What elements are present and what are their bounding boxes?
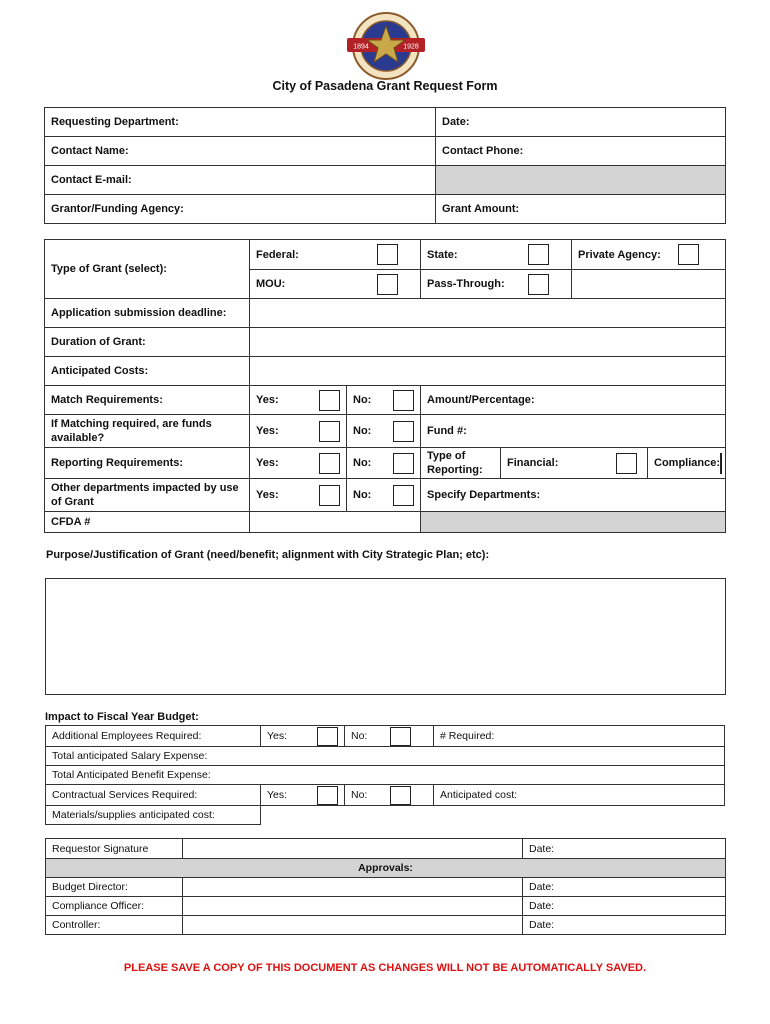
approvals-table: [45, 838, 726, 935]
contractual-no-label: No:: [351, 789, 368, 801]
compliance-officer-date-field[interactable]: [523, 897, 726, 916]
svg-text:1894: 1894: [353, 43, 369, 51]
contractual-yes-checkbox[interactable]: [317, 786, 338, 805]
cfda-label: CFDA #: [45, 512, 250, 533]
controller-field[interactable]: [183, 916, 523, 935]
other-departments-label: Other departments impacted by use of Grant: [45, 479, 250, 512]
requesting-department-field[interactable]: [45, 108, 436, 137]
additional-employees-label: Additional Employees Required:: [46, 726, 261, 747]
benefit-expense-field[interactable]: [46, 766, 725, 785]
purpose-textarea[interactable]: [45, 578, 726, 695]
requestor-signature-label: Requestor Signature: [46, 839, 183, 859]
reporting-no-checkbox[interactable]: [393, 453, 414, 474]
contact-phone-field[interactable]: [436, 137, 726, 166]
fund-field[interactable]: [421, 415, 726, 448]
matching-no-checkbox[interactable]: [393, 421, 414, 442]
anticipated-cost-label: Anticipated cost:: [440, 789, 518, 801]
federal-checkbox[interactable]: [377, 244, 398, 265]
other-no-checkbox[interactable]: [393, 485, 414, 506]
contact-info-table: [44, 107, 726, 224]
match-yes-checkbox[interactable]: [319, 390, 340, 411]
mou-label: MOU:: [256, 278, 286, 290]
pass-through-label: Pass-Through:: [427, 278, 505, 290]
pass-through-checkbox[interactable]: [528, 274, 549, 295]
svg-text:1928: 1928: [403, 43, 419, 51]
cfda-field[interactable]: [250, 512, 421, 533]
date-field[interactable]: [436, 108, 726, 137]
contact-name-label: Contact Name:: [51, 145, 129, 157]
save-warning: PLEASE SAVE A COPY OF THIS DOCUMENT AS CHANGES WILL NOT BE AUTOMATICALLY SAVED.: [123, 962, 647, 974]
matching-yes-checkbox[interactable]: [319, 421, 340, 442]
type-of-grant-label: Type of Grant (select):: [45, 240, 250, 299]
financial-label: Financial:: [507, 457, 559, 469]
contact-phone-label: Contact Phone:: [442, 145, 524, 157]
budget-director-date-label: Date:: [529, 881, 555, 893]
requesting-department-label: Requesting Department:: [51, 116, 179, 128]
compliance-checkbox[interactable]: [720, 453, 722, 474]
compliance-label: Compliance:: [654, 457, 721, 469]
budget-director-label: Budget Director:: [46, 878, 183, 897]
requestor-date-field[interactable]: [523, 839, 726, 859]
deadline-field[interactable]: [250, 299, 726, 328]
reporting-no-label: No:: [353, 457, 372, 469]
empty-cell: [572, 270, 726, 299]
compliance-officer-date-label: Date:: [529, 900, 555, 912]
federal-label: Federal:: [256, 248, 299, 261]
materials-field[interactable]: [261, 806, 725, 825]
approvals-header: Approvals:: [46, 859, 726, 878]
match-requirements-label: Match Requirements:: [45, 386, 250, 415]
salary-expense-field[interactable]: [46, 747, 725, 766]
employees-yes-checkbox[interactable]: [317, 727, 338, 746]
contractual-services-label: Contractual Services Required:: [46, 785, 261, 806]
date-label: Date:: [442, 116, 470, 128]
contractual-no-checkbox[interactable]: [390, 786, 411, 805]
amount-percentage-field[interactable]: [421, 386, 726, 415]
match-yes-label: Yes:: [256, 394, 279, 406]
other-no-label: No:: [353, 489, 372, 501]
contact-email-field[interactable]: [45, 166, 436, 195]
page-title: City of Pasadena Grant Request Form: [272, 79, 498, 93]
match-no-checkbox[interactable]: [393, 390, 414, 411]
purpose-label: Purpose/Justification of Grant (need/benefit; alignment with City Strategic Plan; etc):: [46, 549, 490, 561]
matching-yes-label: Yes:: [256, 425, 279, 437]
state-label: State:: [427, 248, 458, 261]
grantor-label: Grantor/Funding Agency:: [51, 203, 184, 215]
duration-field[interactable]: [250, 328, 726, 357]
controller-label: Controller:: [46, 916, 183, 935]
contact-name-field[interactable]: [45, 137, 436, 166]
financial-checkbox[interactable]: [616, 453, 637, 474]
specify-departments-label: Specify Departments:: [427, 489, 541, 501]
amount-percentage-label: Amount/Percentage:: [427, 394, 535, 406]
type-of-reporting-label: Type of Reporting:: [421, 448, 501, 479]
materials-label: Materials/supplies anticipated cost:: [46, 806, 261, 825]
reporting-requirements-label: Reporting Requirements:: [45, 448, 250, 479]
salary-expense-label: Total anticipated Salary Expense:: [52, 750, 208, 762]
impact-table: [45, 725, 725, 825]
specify-departments-field[interactable]: [421, 479, 726, 512]
number-required-label: # Required:: [440, 730, 495, 742]
grantor-field[interactable]: [45, 195, 436, 224]
budget-director-date-field[interactable]: [523, 878, 726, 897]
deadline-label: Application submission deadline:: [45, 299, 250, 328]
shaded-cell: [421, 512, 726, 533]
employees-no-label: No:: [351, 730, 368, 742]
mou-checkbox[interactable]: [377, 274, 398, 295]
controller-date-label: Date:: [529, 919, 555, 931]
requestor-date-label: Date:: [529, 842, 555, 855]
requestor-signature-field[interactable]: [183, 839, 523, 859]
duration-label: Duration of Grant:: [45, 328, 250, 357]
fund-label: Fund #:: [427, 425, 467, 437]
anticipated-costs-field[interactable]: [250, 357, 726, 386]
reporting-yes-label: Yes:: [256, 457, 279, 469]
anticipated-cost-field[interactable]: [434, 785, 725, 806]
reporting-yes-checkbox[interactable]: [319, 453, 340, 474]
matching-no-label: No:: [353, 425, 372, 437]
employees-yes-label: Yes:: [267, 730, 288, 742]
match-no-label: No:: [353, 394, 372, 406]
benefit-expense-label: Total Anticipated Benefit Expense:: [52, 769, 211, 781]
other-yes-checkbox[interactable]: [319, 485, 340, 506]
private-agency-checkbox[interactable]: [678, 244, 699, 265]
other-yes-label: Yes:: [256, 489, 279, 501]
compliance-officer-label: Compliance Officer:: [46, 897, 183, 916]
grant-amount-label: Grant Amount:: [442, 203, 520, 215]
budget-director-field[interactable]: [183, 878, 523, 897]
employees-no-checkbox[interactable]: [390, 727, 411, 746]
city-seal-logo: [343, 10, 429, 82]
shaded-cell: [436, 166, 726, 195]
contractual-yes-label: Yes:: [267, 789, 288, 801]
controller-date-field[interactable]: [523, 916, 726, 935]
private-agency-label: Private Agency:: [578, 248, 661, 261]
state-checkbox[interactable]: [528, 244, 549, 265]
grant-details-table: [44, 239, 726, 533]
contact-email-label: Contact E-mail:: [51, 174, 132, 186]
grant-amount-field[interactable]: [436, 195, 726, 224]
compliance-officer-field[interactable]: [183, 897, 523, 916]
number-required-field[interactable]: [434, 726, 725, 747]
matching-available-label: If Matching required, are funds available?: [45, 415, 250, 448]
impact-label: Impact to Fiscal Year Budget:: [45, 711, 199, 723]
anticipated-costs-label: Anticipated Costs:: [45, 357, 250, 386]
